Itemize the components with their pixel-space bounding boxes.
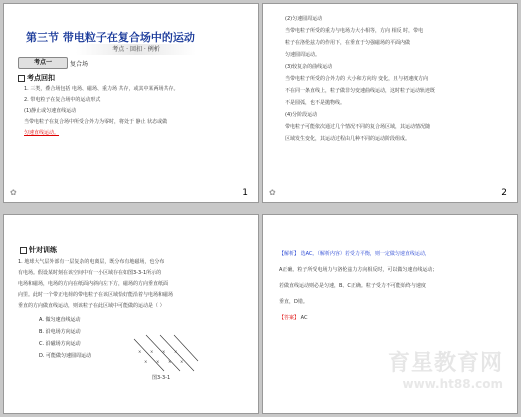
svg-text:×: × <box>138 349 142 354</box>
text-line: 2. 带电粒子在复合场中的运动形式 <box>24 97 101 103</box>
text-line: 当带电粒子所受的重力与电场力大小相等，方向 相反 时，带电 <box>285 28 424 34</box>
flower-icon: ✿ <box>269 188 276 197</box>
svg-text:×: × <box>144 359 148 364</box>
point-tag: 考点一 <box>18 57 68 69</box>
slide-4[interactable] <box>262 214 518 414</box>
point-tag-text: 复合场 <box>70 61 89 68</box>
checkbox-icon <box>18 75 25 82</box>
svg-text:×: × <box>168 359 172 364</box>
svg-text:×: × <box>162 349 166 354</box>
slide-title: 第三节 带电粒子在复合场中的运动 <box>26 31 195 44</box>
text-line: 垂直的方向做直线运动，则该粒子在此区域中可能做的运动是（ ） <box>18 303 165 309</box>
svg-text:×: × <box>156 359 160 364</box>
text-line: 向里。此时一个带正电荷的带电粒子在该区域恰好能沿着与电场和磁场 <box>18 292 174 298</box>
svg-text:×: × <box>174 349 178 354</box>
text-line: 当带电粒子所受的合外力的 大小和方向均 变化，且与初速度方向 <box>285 76 429 82</box>
option-c[interactable]: C. 沿磁场方向运动 <box>39 341 81 347</box>
text-line: 1. 三类，叠合场包括 电场、磁场、重力场 共存，或其中某两场共存。 <box>24 86 179 92</box>
page-number: 1 <box>242 188 248 198</box>
answer-line: 【答案】 AC <box>279 315 308 321</box>
text-line: (1)静止或匀速直线运动 <box>24 108 77 114</box>
text-line: 匀速圆周运动。 <box>285 52 321 58</box>
field-diagram <box>124 331 204 379</box>
section-heading: 考点回扣 <box>18 73 55 83</box>
text-line: 带电粒子可能依次通过几个情况不同的复合场区域，其运动情况随 <box>285 124 431 130</box>
text-line: (4)分阶段运动 <box>285 112 318 118</box>
slide-1[interactable] <box>3 3 259 203</box>
text-line: 电场和磁场，电场的方向在纸面内斜向左下方，磁场的方向垂直纸面 <box>18 281 169 287</box>
page-number: 2 <box>501 188 507 198</box>
section-heading: 针对训练 <box>20 245 57 255</box>
watermark-url: www.ht88.com <box>402 377 503 391</box>
svg-text:×: × <box>150 349 154 354</box>
text-line: 【解析】 选AC。（解析内容）若受力平衡，则一定做匀速直线运动， <box>279 251 430 257</box>
text-line: 垂直，D错。 <box>279 299 308 305</box>
text-line: 1. 地球大气层外部有一层复杂的电离层，既分布有地磁场，也分布 <box>18 259 165 265</box>
slide-3[interactable] <box>3 214 259 414</box>
text-line: 不是圆弧，也不是抛物线。 <box>285 100 346 106</box>
slide-2[interactable] <box>262 3 518 203</box>
text-line: 若做直线运动则必是匀速，B、C正确。粒子受力不可能始终与速度 <box>279 283 426 289</box>
checkbox-icon <box>20 247 27 254</box>
text-line: 区域发生变化，其运动过程由几种不同的运动阶段组成。 <box>285 136 411 142</box>
text-line: 不在同一条直线上，粒子做非匀变速曲线运动，这时粒子运动轨迹既 <box>285 88 436 94</box>
flower-icon: ✿ <box>10 188 17 197</box>
text-line: 当带电粒子在复合场中所受合外力为零时，将处于 静止 状态或做 <box>24 119 168 125</box>
text-line: 有电场。假设某时刻在该空间中有一小区域存在如图3-3-1所示的 <box>18 270 162 276</box>
watermark <box>388 346 503 391</box>
figure-caption: 图3-3-1 <box>152 375 171 381</box>
text-line: 粒子在洛伦兹力的作用下，在垂直于匀强磁场的平面内做 <box>285 40 411 46</box>
option-b[interactable]: B. 沿电场方向运动 <box>39 329 81 335</box>
text-line: 匀速直线运动。 <box>24 130 60 136</box>
text-line: (2)匀速圆周运动 <box>285 16 323 22</box>
text-line: A正确。粒子所受电场力与洛伦兹力方向相反时，可以做匀速直线运动； <box>279 267 438 273</box>
slide-subtitle: 考点 · 回扣 · 例析 <box>76 44 196 55</box>
svg-text:×: × <box>180 359 184 364</box>
watermark-text: 育星教育网 <box>387 351 503 376</box>
option-d[interactable]: D. 可能做匀速圆周运动 <box>39 353 92 359</box>
option-a[interactable]: A. 做匀速直线运动 <box>39 317 81 323</box>
text-line: (3)较复杂的曲线运动 <box>285 64 333 70</box>
